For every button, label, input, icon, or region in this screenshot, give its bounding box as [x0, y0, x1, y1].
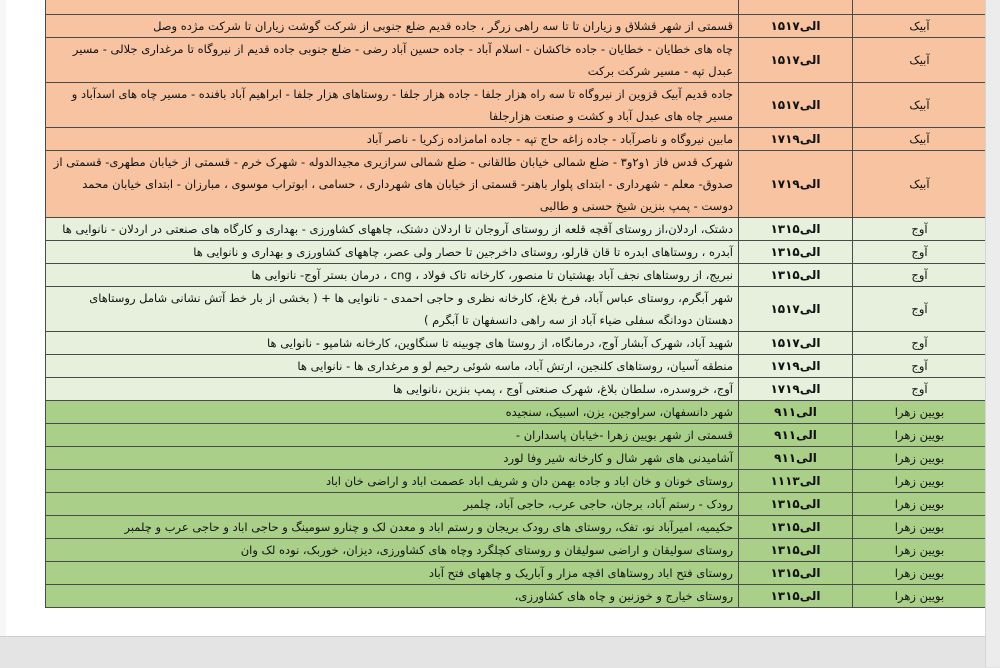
table-row	[46, 287, 987, 332]
area-cell: روستای فتح اباد روستاهای اقچه مزار و آباریک و چاههای فتح آباد	[46, 562, 739, 585]
time-cell: ۱۵الی۱۷	[739, 15, 853, 38]
city-cell: بویین زهرا	[853, 585, 987, 608]
time-cell: ۱۷الی۱۹	[739, 378, 853, 401]
city-cell: بویین زهرا	[853, 562, 987, 585]
table-row	[46, 83, 987, 128]
area-cell: دشتک، اردلان،از روستای آقچه قلعه از روستای آروجان تا اردلان دشتک، چاههای کشاورزی - بهداری و کارگاه های صنعتی در اردلان - نانوایی ها	[46, 218, 739, 241]
area-cell: آوج، خروسدره، سلطان بلاغ، شهرک صنعتی آوج ، پمپ بنزین ،نانوایی ها	[46, 378, 739, 401]
table-row	[46, 516, 987, 539]
city-cell: آوج	[853, 264, 987, 287]
time-cell: ۱۳الی۱۵	[739, 218, 853, 241]
table-body	[46, 0, 987, 608]
time-cell: ۱۳الی۱۵	[739, 264, 853, 287]
city-cell: آوج	[853, 378, 987, 401]
table-row-partial-top	[46, 0, 987, 15]
area-cell: شهر آبگرم، روستای عباس آباد، فرخ بلاغ، کارخانه نظری و حاجی احمدی - نانوایی ها + ( بخشی از بار خط آتش نشانی شامل روستاهای دهستان دودانگه سفلی ضیاء آباد از سه راهی دانسفهان تا آبگرم )	[46, 287, 739, 332]
city-cell: بویین زهرا	[853, 401, 987, 424]
time-cell: ۹الی۱۱	[739, 447, 853, 470]
area-cell: جاده قدیم آبیک قزوین از نیروگاه تا سه راه هزار جلفا - جاده هزار جلفا - روستاهای هزار جلفا - ابراهیم آباد بافنده - مسیر چاه های اسدآباد و مسیر چاه های عبدل آباد و کشت و صنعت هزارجلفا	[46, 83, 739, 128]
city-cell: بویین زهرا	[853, 539, 987, 562]
time-cell: ۱۵الی۱۷	[739, 287, 853, 332]
time-cell: ۱۳الی۱۵	[739, 241, 853, 264]
city-cell: آوج	[853, 287, 987, 332]
table-row	[46, 241, 987, 264]
city-cell: بویین زهرا	[853, 470, 987, 493]
page-left-margin	[0, 0, 6, 636]
area-cell: آشامیدنی های شهر شال و کارخانه شیر وفا لورد	[46, 447, 739, 470]
area-cell: روستای خونان و خان اباد و جاده بهمن دان و شریف اباد عصمت اباد و اراضی خان اباد	[46, 470, 739, 493]
city-cell: بویین زهرا	[853, 516, 987, 539]
table-row	[46, 378, 987, 401]
vertical-scrollbar[interactable]	[985, 0, 1000, 667]
area-cell: نبریج، از روستاهای نجف آباد بهشتیان تا منصور، کارخانه تاک فولاد ، cng ، درمان بستر آوج- نانوایی ها	[46, 264, 739, 287]
table-row	[46, 401, 987, 424]
city-cell: آوج	[853, 355, 987, 378]
table-row	[46, 470, 987, 493]
table-row	[46, 424, 987, 447]
city-cell: بویین زهرا	[853, 493, 987, 516]
city-cell: آبیک	[853, 38, 987, 83]
table-row	[46, 218, 987, 241]
city-cell: بویین زهرا	[853, 424, 987, 447]
area-cell: روستای خیارج و خوزنین و چاه های کشاورزی،	[46, 585, 739, 608]
area-cell: رودک - رستم آباد، برجان، حاجی عرب، حاجی آباد، چلمبر	[46, 493, 739, 516]
table-row	[46, 493, 987, 516]
area-cell: قسمتی از شهر قشلاق و زیاران تا تا سه راهی زرگر ، جاده قدیم ضلع جنوبی از شرکت گوشت زیاران تا شرکت مژده وصل	[46, 15, 739, 38]
time-cell: ۱۵الی۱۷	[739, 83, 853, 128]
table-row	[46, 447, 987, 470]
time-cell: ۱۳الی۱۵	[739, 493, 853, 516]
time-cell: ۱۷الی۱۹	[739, 151, 853, 218]
table-row	[46, 38, 987, 83]
area-cell: حکیمیه، امیرآباد نو، تفک، روستای های رودک بریجان و رستم اباد و معدن لک و چنارو سومینگ و حاجی اباد و حاجی عرب و چلمبر	[46, 516, 739, 539]
city-cell: آبیک	[853, 15, 987, 38]
time-cell: ۱۳الی۱۵	[739, 585, 853, 608]
city-cell: آبیک	[853, 151, 987, 218]
table-row	[46, 562, 987, 585]
time-cell: ۱۳الی۱۵	[739, 539, 853, 562]
table-row	[46, 128, 987, 151]
area-cell: منطقه آسیان، روستاهای کلنجین، ارتش آباد، ماسه شوئی رحیم لو و مرغداری ها - نانوایی ها	[46, 355, 739, 378]
table-row	[46, 539, 987, 562]
table-row	[46, 264, 987, 287]
table-row	[46, 585, 987, 608]
area-cell: قسمتی از شهر بویین زهرا -خیابان پاسداران -	[46, 424, 739, 447]
city-cell: آوج	[853, 241, 987, 264]
city-cell: آوج	[853, 332, 987, 355]
time-cell: ۱۷الی۱۹	[739, 355, 853, 378]
city-cell: آبیک	[853, 83, 987, 128]
table-row	[46, 151, 987, 218]
time-cell: ۱۵الی۱۷	[739, 38, 853, 83]
time-cell: ۱۳الی۱۵	[739, 516, 853, 539]
area-cell: شهید آباد، شهرک آبشار آوج، درمانگاه، از روستا های چوبینه تا سنگاوین، کارخانه شامپو - نانوایی ها	[46, 332, 739, 355]
time-cell: ۱۳الی۱۵	[739, 562, 853, 585]
area-cell: چاه های خطایان - خطایان - جاده خاکشان - اسلام آباد - جاده حسین آباد رضی - ضلع جنوبی جاده قدیم از نیروگاه تا مرغداری جلالی - مسیر عبدل تپه - مسیر شرکت برکت	[46, 38, 739, 83]
area-cell: روستای سولیقان و اراضی سولیقان و روستای کچلگرد وچاه های کشاورزی، دیزان، خوربک، نوده لک وان	[46, 539, 739, 562]
city-cell: بویین زهرا	[853, 447, 987, 470]
page-break-gap	[0, 636, 1000, 668]
city-cell: آبیک	[853, 128, 987, 151]
time-cell: ۹الی۱۱	[739, 424, 853, 447]
table-row	[46, 15, 987, 38]
time-cell: ۹الی۱۱	[739, 401, 853, 424]
area-cell: مابین نیروگاه و ناصرآباد - جاده زاغه حاج تپه - جاده امامزاده زکریا - ناصر آباد	[46, 128, 739, 151]
time-cell: ۱۱الی۱۳	[739, 470, 853, 493]
city-cell: آوج	[853, 218, 987, 241]
area-cell: شهرک قدس فاز ۱و۲و۳ - ضلع شمالی خیابان طالقانی - ضلع شمالی سرازیری مجیدالدوله - شهرک خرم - قسمتی از خیابان مطهری- قسمتی از صدوق- معلم - شهرداری - ابتدای پلوار باهنر- قسمتی از خیابان های شهرداری ، حسامی ، ابوتراب موسوی ، مبارزان - ابتدای خیابان محمد دوست - پمپ بنزین شیخ حسنی و طالبی	[46, 151, 739, 218]
time-cell: ۱۵الی۱۷	[739, 332, 853, 355]
outage-schedule-table	[45, 0, 987, 608]
time-cell: ۱۷الی۱۹	[739, 128, 853, 151]
table-row	[46, 355, 987, 378]
table-row	[46, 332, 987, 355]
area-cell: شهر دانسفهان، سراوجین، یزن، اسبیک، سنجیده	[46, 401, 739, 424]
area-cell: آبدره ، روستاهای ابدره تا قان قارلو، روستای داخرجین تا حصار ولی عصر، چاههای کشاورزی و بهداری و نانوایی ها	[46, 241, 739, 264]
